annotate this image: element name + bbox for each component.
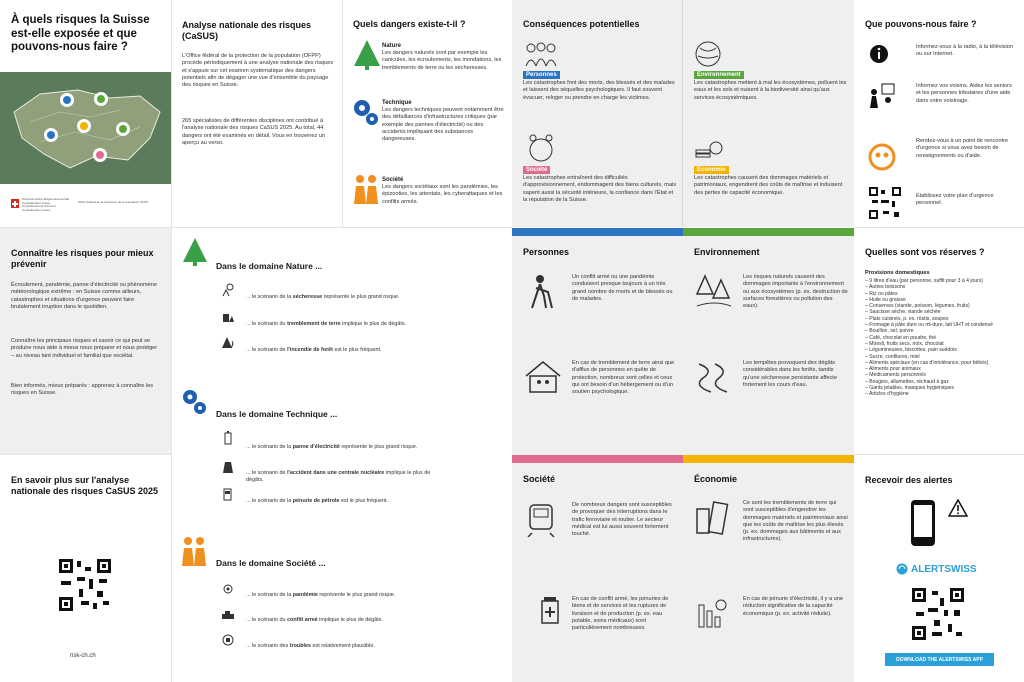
soc-risk-2: ... le scénario des troubles est relativement plausible. bbox=[246, 643, 375, 649]
danger-nature: Nature Les dangers naturels sont par exemple les canicules, les écroulements, les inondations, les tremblements de terre ou les sécheresses. bbox=[382, 43, 502, 71]
analysis-title: Analyse nationale des risques (CaSUS) bbox=[182, 20, 312, 41]
house-people-icon bbox=[524, 360, 562, 394]
societe-title: Société bbox=[523, 474, 556, 484]
dangers-panel bbox=[342, 0, 512, 227]
group-people-icon bbox=[524, 42, 558, 68]
know-p2: Connaître les principaux risques et savoir ce qui peut se produire nous aide à mieux nous préparer et nous protéger – au niveau tant individuel et familial que sociétal. bbox=[11, 338, 158, 359]
collapsed-building-icon bbox=[695, 501, 729, 535]
people-icon bbox=[181, 536, 207, 566]
reserve-item: – Articles d'hygiène bbox=[865, 391, 909, 398]
societe-p1: De nombreux dangers sont susceptibles de provoquer des interruptions dans le trafic ferroviaire et routier. Le secteur médical est lui aussi souvent fortement touché. bbox=[572, 502, 672, 538]
reserve-item: – Bouillon, sel, poivre bbox=[865, 328, 914, 335]
consequences-societe: Les catastrophes entraînent des difficultés d'approvisionnement, endommagent des biens culturels, mais sapent aussi la sécurité intérieure, la confiance dans l'État et la réputation de la Suisse. bbox=[523, 175, 677, 203]
gears-icon bbox=[352, 98, 380, 128]
globe-people-icon bbox=[524, 132, 558, 164]
drought-icon bbox=[221, 283, 235, 297]
dangers-title: Quels dangers existe-t-il ? bbox=[353, 19, 466, 29]
environnement-bar bbox=[683, 228, 854, 236]
swiss-cross-icon bbox=[11, 199, 19, 208]
consequences-environnement: Les catastrophes mettent à mal les écosystèmes, polluent les eaux et les sols et nuisent à la biodiversité ainsi qu'aux services écosystémiques. bbox=[694, 80, 847, 101]
switzerland-map bbox=[0, 72, 171, 184]
societe-panel bbox=[512, 463, 683, 682]
economie-p2: En cas de pénurie d'électricité, il y a une réduction significative de la capacité économique (p. ex. activité réduite). bbox=[743, 596, 843, 617]
action-0: Informez-vous à la radio, à la télévision ou sur Internet. bbox=[916, 44, 1014, 58]
consequences-economie: Les catastrophes causent des dommages matériels et patrimoniaux, engendrent des coûts de maîtrise et induisent des pertes de capacité économique. bbox=[694, 175, 843, 196]
know-risks-panel bbox=[0, 228, 171, 454]
gears-icon bbox=[181, 388, 207, 416]
people-icon bbox=[352, 174, 380, 204]
environnement-title: Environnement bbox=[694, 247, 760, 257]
tag-personnes: Personnes bbox=[523, 71, 560, 79]
reserve-item: – 9 litres d'eau (par personne, suffit pour 3 à 4 jours) bbox=[865, 278, 984, 284]
economie-p1: Ce sont les tremblements de terre qui sont susceptibles d'engendrer les dommages matériels et patrimoniaux ainsi que les coûts de maîtrise les plus élevés (p. ex. dommages aux bâtiments et aux infrastructures). bbox=[743, 500, 848, 543]
reserve-item: – Riz ou pâtes bbox=[865, 290, 898, 297]
nature-risk-1: ... le scénario du tremblement de terre implique le plus de dégâts. bbox=[246, 321, 407, 327]
analysis-p2: 265 spécialistes de différentes disciplines ont contribué à l'analyse nationale des risques CaSUS 2025. Au total, 44 dangers ont été examinés en détail. Vous en trouverez un aperçu au verso. bbox=[182, 118, 326, 146]
know-title: Connaître les risques pour mieux prévenir bbox=[11, 248, 154, 269]
environnement-panel bbox=[683, 236, 854, 455]
tank-icon bbox=[221, 608, 235, 622]
reserve-item: – Huile ou graisse bbox=[865, 296, 906, 303]
money-icon bbox=[694, 136, 724, 164]
personnes-p1: Un conflit armé ou une pandémie conduisent presque toujours à un très grand nombre de morts et de blessés ou de malades. bbox=[572, 274, 673, 302]
more-info-panel bbox=[0, 455, 171, 682]
reserve-item: – Café, chocolat en poudre, thé bbox=[865, 334, 937, 341]
alerts-title: Recevoir des alertes bbox=[865, 475, 953, 485]
actions-title: Que pouvons-nous faire ? bbox=[865, 19, 977, 29]
soc-title: Dans le domaine Société ... bbox=[216, 558, 326, 568]
reserve-item: – Autres boissons bbox=[865, 284, 906, 291]
societe-bar bbox=[512, 455, 683, 463]
alertswiss-logo: ALERTSWISS bbox=[896, 563, 977, 575]
reserve-item: – Gants jetables, masques hygiéniques bbox=[865, 385, 954, 392]
nature-title: Dans le domaine Nature ... bbox=[216, 261, 323, 271]
reserves-subtitle: Provisions domestiques bbox=[865, 270, 930, 276]
reserve-item: – Aliments pour animaux bbox=[865, 366, 921, 373]
tech-title: Dans le domaine Technique ... bbox=[216, 409, 338, 419]
reserve-item: – Conserves (viande, poisson, légumes, fruits) bbox=[865, 303, 970, 310]
qr-code-risk[interactable] bbox=[59, 559, 111, 611]
qr-code-alertswiss[interactable] bbox=[912, 588, 964, 640]
meeting-point-icon bbox=[868, 143, 896, 171]
action-1: Informez vos voisins. Aidez les seniors et les personnes tributaires d'une aide dans votre voisinage. bbox=[916, 83, 1012, 104]
download-app-button[interactable]: DOWNLOAD THE ALERTSWISS APP bbox=[885, 653, 994, 666]
gov-office: Office fédéral de la protection de la population OFPP bbox=[78, 200, 149, 204]
forest-fire-icon bbox=[221, 336, 235, 350]
protest-icon bbox=[221, 633, 235, 647]
danger-technique: Technique Les dangers techniques peuvent notamment être des défaillances d'infrastructures critiques (par exemple des pannes d'électricité) ou des accidents impliquant des substances dangereuses. bbox=[382, 100, 504, 143]
qr-code-plan[interactable] bbox=[869, 187, 901, 219]
analysis-p1: L'Office fédéral de la protection de la population (OFPP) procède périodiquement à une analyse nationale des risques et s'appuie sur cet examen systématique des dangers potentiels afin de dégager une vue d'ensemble du paysage des risques en Suisse. bbox=[182, 53, 334, 89]
train-icon bbox=[526, 503, 556, 537]
analysis-panel bbox=[171, 0, 342, 227]
reserve-item: – Sucre, confitures, miel bbox=[865, 353, 920, 360]
forest-icon bbox=[695, 274, 733, 310]
soc-risk-0: ... le scénario de la pandémie représente le plus grand risque. bbox=[246, 592, 396, 598]
reserve-item: – Légumineuses, biscottes, pain suédois bbox=[865, 347, 957, 354]
know-p3: Bien informés, mieux préparés : apprenez à connaître les risques en Suisse. bbox=[11, 383, 154, 397]
personnes-title: Personnes bbox=[523, 247, 570, 257]
reserve-item: – Plats cuisinés, p. ex. röstis, soupes bbox=[865, 315, 949, 322]
nuclear-plant-icon bbox=[221, 460, 235, 474]
soc-risk-1: ... le scénario du conflit armé implique le plus de dégâts. bbox=[246, 617, 383, 623]
domains-panel bbox=[171, 228, 512, 682]
intro-panel bbox=[0, 0, 171, 227]
tech-risk-0: ... le scénario de la panne d'électricité représente le plus grand risque. bbox=[246, 444, 418, 450]
site-link[interactable]: risk-ch.ch bbox=[70, 653, 96, 659]
river-storm-icon bbox=[695, 360, 733, 394]
consequences-personnes: Les catastrophes font des morts, des blessés et des malades et laissent des séquelles psychologiques. Il faut souvent évacuer, reloger ou prendre en charge les victimes. bbox=[523, 80, 675, 101]
gov-lines: Schweizerische Eidgenossenschaft Confédération suisse Confederazione Svizzera Confederaziun svizra bbox=[22, 197, 70, 212]
consequences-panel bbox=[512, 0, 854, 227]
warning-icon bbox=[948, 499, 968, 517]
battery-icon bbox=[221, 431, 235, 445]
tech-risk-2: ... le scénario de la pénurie de pétrole est le plus fréquent. bbox=[246, 498, 389, 504]
personnes-panel bbox=[512, 236, 683, 455]
know-p1: Écroulement, pandémie, panne d'électricité ou phénomène météorologique extrême : en Suisse comme ailleurs, catastrophes et situations d'urgence peuvent faire brutalement irruption dans le quotidien. bbox=[11, 282, 157, 310]
reserve-item: – Bougies, allumettes, réchaud à gaz bbox=[865, 378, 949, 385]
reserves-list bbox=[865, 278, 1021, 398]
action-2: Rendez-vous à un point de rencontre d'urgence si vous avez besoin de renseignements ou d'aide. bbox=[916, 138, 1009, 159]
more-title: En savoir plus sur l'analyse nationale des risques CaSUS 2025 bbox=[11, 475, 159, 496]
tree-icon bbox=[183, 238, 207, 266]
declining-chart-icon bbox=[695, 597, 729, 629]
action-3: Établissez votre plan d'urgence personnel. bbox=[916, 193, 994, 207]
tag-economie: Économie bbox=[694, 166, 729, 174]
tag-societe: Société bbox=[523, 166, 550, 174]
fuel-pump-icon bbox=[221, 487, 235, 501]
medicine-icon bbox=[538, 595, 568, 627]
economie-bar bbox=[683, 455, 854, 463]
environnement-p1: Les risques naturels causent des dommages importants à l'environnement ou aux écosystèmes (p. ex. destruction de surfaces forestières ou pollution des eaux). bbox=[743, 274, 848, 310]
tech-risk-1: ... le scénario de l'accident dans une centrale nucléaire implique le plus de dégâts. bbox=[246, 470, 431, 483]
virus-icon bbox=[221, 582, 235, 596]
actions-panel bbox=[854, 0, 1024, 227]
consequences-title: Conséquences potentielles bbox=[523, 19, 640, 29]
societe-p2: En cas de conflit armé, les pénuries de biens et de services et les ruptures de livraison et de production (p. ex. eau potable, soins médicaux) sont particulièrement nombreuses. bbox=[572, 596, 669, 632]
tag-environnement: Environnement bbox=[694, 71, 744, 79]
info-icon bbox=[869, 44, 889, 64]
neighbors-icon bbox=[866, 82, 898, 110]
danger-societe: Société Les dangers sociétaux sont les pandémies, les épizooties, les attentats, les cyberattaques et les conflits armés. bbox=[382, 177, 503, 205]
environnement-p2: Les tempêtes provoquent des dégâts considérables dans les forêts, tandis qu'une sécheresse persistante affecte fortement les cours d'eau. bbox=[743, 360, 837, 388]
tree-icon bbox=[354, 40, 380, 70]
injured-person-icon bbox=[526, 274, 560, 310]
reserve-item: – Aliments spéciaux (en cas d'intolérance, pour bébés) bbox=[865, 359, 989, 366]
main-title: À quels risques la Suisse est-elle exposée et que pouvons-nous faire ? bbox=[11, 14, 150, 53]
reserve-item: – Médicaments personnels bbox=[865, 372, 926, 379]
alerts-panel bbox=[854, 455, 1024, 682]
reserves-panel bbox=[854, 228, 1024, 455]
alertswiss-icon bbox=[896, 563, 908, 575]
earthquake-icon bbox=[221, 310, 235, 324]
economie-title: Économie bbox=[694, 474, 738, 484]
nature-risk-0: ... le scénario de la sécheresse représente le plus grand risque. bbox=[246, 294, 400, 300]
nature-risk-2: ... le scénario de l'incendie de forêt est le plus fréquent. bbox=[246, 347, 382, 353]
reserve-item: – Müesli, fruits secs, noix, chocolat bbox=[865, 340, 944, 347]
reserve-item: – Fromage à pâte dure ou mi-dure, lait UHT et condensé bbox=[865, 322, 993, 329]
reserve-item: – Saucisse sèche, viande séchée bbox=[865, 309, 941, 316]
phone-icon bbox=[910, 499, 936, 547]
globe-leaf-icon bbox=[694, 40, 724, 68]
economie-panel bbox=[683, 463, 854, 682]
reserves-title: Quelles sont vos réserves ? bbox=[865, 247, 985, 257]
personnes-p2: En cas de tremblement de terre ainsi que d'afflux de personnes en quête de protection, nombreux sont celles et ceux qui ont besoin d'un hébergement ou d'un soutien psychologique. bbox=[572, 360, 675, 396]
personnes-bar bbox=[512, 228, 683, 236]
